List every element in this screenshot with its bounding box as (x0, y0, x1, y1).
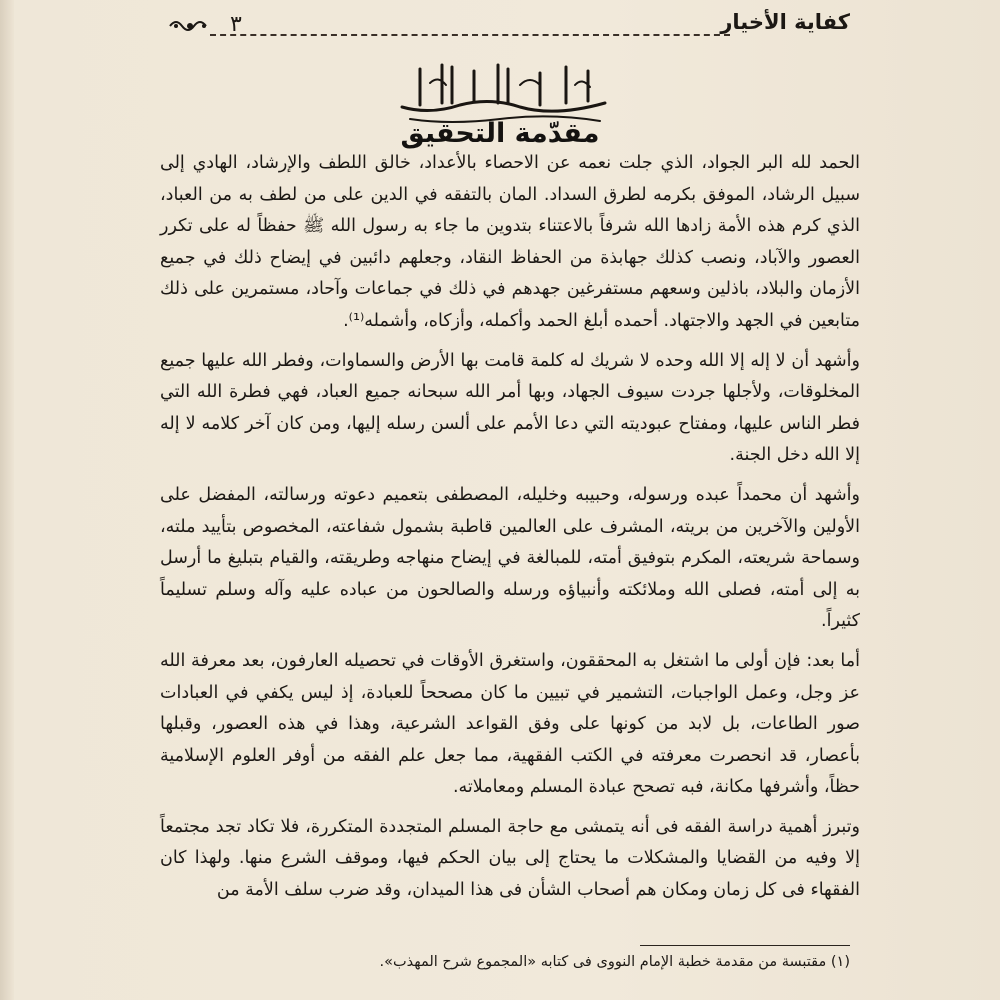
paragraph: الحمد لله البر الجواد، الذي جلت نعمه عن الاحصاء بالأعداد، خالق اللطف والإرشاد، الهادي إلى سبيل الرشاد، الموفق بكرمه لطرق السداد. المان بالتفقه في الدين على من لطف به من العباد، الذي كرم هذه الأمة زادها الله شرفاً بالاعتناء بتدوين ما جاء به رسول الله ﷺ حفظاً له على تكرر العصور والآباد، ونصب كذلك جهابذة من الحفاظ النقاد، وجعلهم دائبين في إيضاح ذلك في جميع الأزمان والبلاد، باذلين وسعهم مستفرغين جهدهم في ذلك في جماعات وآحاد، مستمرين على ذلك متابعين في الجهد والاجتهاد. أحمده أبلغ الحمد وأكمله، وأزكاه، وأشمله⁽¹⁾. (160, 153, 860, 331)
page-number: ٣ (230, 12, 242, 37)
basmala-calligraphy (390, 55, 620, 127)
paragraph: وأشهد أن لا إله إلا الله وحده لا شريك له كلمة قامت بها الأرض والسماوات، وفطر الله عليها جميع المخلوقات، ولأجلها جردت سيوف الجهاد، وبها أمر الله سبحانه جميع العباد، فهي فطرة الله التي فطر الناس عليها، ومفتاح عبوديته التي دعا الأمم على ألسن رسله إليها، ومن كان آخر كلامه لا إله إلا الله دخل الجنة. (160, 350, 860, 466)
paragraph: أما بعد: فإن أولى ما اشتغل به المحققون، واستغرق الأوقات في تحصيله العارفون، بعد معرفة الله عز وجل، وعمل الواجبات، التشمير في تبيين ما كان مصححاً للعبادة، إذ ليس يكفي في العبادات صور الطاعات، بل لابد من كونها على وفق القواعد الشرعية، وهذا في هذه العصور، وقبلها بأعصار، قد انحصرت معرفته في الكتب الفقهية، مما جعل علم الفقه من أوفر العلوم الإسلامية حظاً، وأشرفها مكانة، فبه تصحح عبادة المسلم ومعاملاته. (160, 650, 860, 798)
paragraph: وتبرز أهمية دراسة الفقه فى أنه يتمشى مع حاجة المسلم المتجددة المتكررة، فلا تكاد تجد مجتمعاً إلا وفيه من القضايا والمشكلات ما يحتاج إلى بيان الحكم فيها، وموقف الشرع منها. ولهذا كان الفقهاء فى كل زمان ومكان هم أصحاب الشأن فى هذا الميدان، وقد ضرب سلف الأمة من (160, 816, 860, 901)
footnote-rule (640, 945, 850, 946)
ornament-icon (168, 16, 212, 36)
running-title: كفاية الأخيار (720, 10, 850, 34)
paragraph: وأشهد أن محمداً عبده ورسوله، وحبيبه وخليله، المصطفى بتعميم دعوته ورسالته، المفضل على الأولين والآخرين من بريته، المشرف على العالمين قاطبة بشمول شفاعته، المخصوص بتأييد ملته، وسماحة شريعته، المكرم بتوفيق أمته، للمبالغة في إيضاح منهاجه وطريقته، والقيام بتبليغ ما أرسل به إلى أمته، فصلى الله وملائكته وأنبياؤه ورسله والصالحون من عباده عليه وآله وسلم تسليماً كثيراً. (160, 484, 860, 632)
section-title: مقدّمة التحقيق (400, 118, 600, 149)
header-rule (210, 34, 730, 36)
page-binding-shadow (0, 0, 14, 1000)
body-text (160, 148, 860, 915)
page-header (150, 8, 850, 44)
footnote: (١) مقتبسة من مقدمة خطبة الإمام النووى فى كتابه «المجموع شرح المهذب». (379, 954, 850, 970)
